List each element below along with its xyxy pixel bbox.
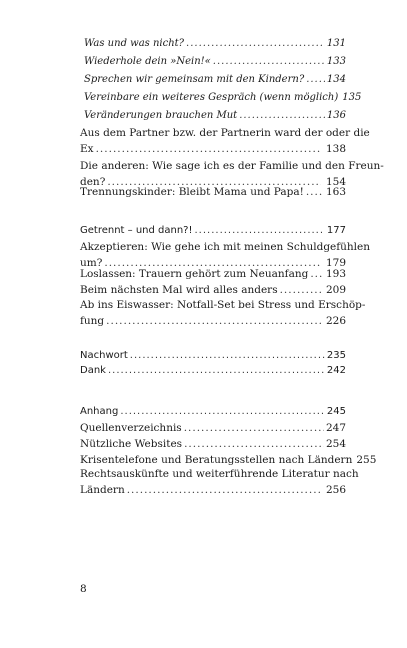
toc-entry-title: Quellenverzeichnis	[80, 422, 182, 434]
toc-entry-title-cont: fung	[80, 315, 105, 327]
toc-entry	[80, 422, 346, 434]
toc-entry-page: 138	[325, 143, 346, 155]
toc-entry-title: Getrennt – und dann?!	[80, 225, 193, 236]
toc-section-heading	[80, 225, 346, 237]
toc-entry-page: 177	[326, 225, 346, 236]
toc-entry-page: 154	[325, 176, 346, 188]
toc-entry-page: 209	[325, 284, 346, 296]
toc-entry-title: Die anderen: Wie sage ich es der Familie und den Freun-	[80, 160, 384, 172]
toc-entry	[80, 284, 346, 296]
toc-section-heading	[80, 350, 346, 362]
toc-entry	[84, 110, 346, 122]
toc-entry-page: 235	[326, 350, 346, 361]
toc-entry	[80, 186, 346, 198]
toc-entry	[80, 438, 346, 450]
toc-entry	[80, 299, 366, 327]
toc-entry-title: Aus dem Partner bzw. der Partnerin ward der oder die	[80, 127, 370, 139]
toc-entry	[80, 454, 377, 466]
page-number: 8	[80, 583, 87, 595]
toc-entry-page: 179	[325, 257, 346, 269]
toc-entry-title: Trennungskinder: Bleibt Mama und Papa!	[80, 186, 304, 198]
toc-entry-page: 245	[326, 406, 346, 417]
toc-entry-page: 133	[326, 56, 346, 67]
toc-entry-title: Veränderungen brauchen Mut	[84, 110, 238, 121]
toc-entry-title-cont: Ex	[80, 143, 94, 155]
toc-entry-page: 242	[326, 365, 346, 376]
toc-entry-page: 135	[342, 92, 362, 103]
toc-entry	[84, 38, 346, 50]
toc-entry-title: Vereinbare ein weiteres Gespräch (wenn möglich)	[84, 92, 339, 103]
toc-entry	[80, 468, 359, 496]
toc-entry-title: Nützliche Websites	[80, 438, 183, 450]
toc-entry-page: 163	[325, 186, 346, 198]
toc-entry	[80, 127, 370, 155]
toc-section-heading	[80, 365, 346, 377]
toc-entry-page: 256	[325, 484, 346, 496]
toc-entry	[84, 74, 346, 86]
toc-entry-page: 134	[326, 74, 346, 85]
toc-entry-title: Wiederhole dein »Nein!«	[84, 56, 211, 67]
toc-entry-page: 136	[326, 110, 346, 121]
toc-entry	[84, 56, 346, 68]
toc-entry-page: 254	[325, 438, 346, 450]
toc-entry-page: 131	[326, 38, 346, 49]
toc-entry	[80, 268, 346, 280]
toc-entry-page: 247	[325, 422, 346, 434]
toc-entry-page: 255	[356, 454, 377, 466]
toc-entry-title: Anhang	[80, 406, 119, 417]
toc-entry	[80, 241, 371, 269]
toc-entry-title: Ab ins Eiswasser: Notfall-Set bei Stress und Erschöp-	[80, 299, 366, 311]
toc-entry-title: Krisentelefone und Beratungsstellen nach Ländern	[80, 454, 353, 466]
toc-entry-title: Rechtsauskünfte und weiterführende Literatur nach	[80, 468, 359, 480]
toc-entry-title: Loslassen: Trauern gehört zum Neuanfang	[80, 268, 309, 280]
toc-entry-title: Was und was nicht?	[84, 38, 185, 49]
toc-entry	[80, 160, 384, 188]
toc-entry-page: 193	[325, 268, 346, 280]
toc-entry-title: Akzeptieren: Wie gehe ich mit meinen Schuldgefühlen	[80, 241, 371, 253]
toc-entry-title: Sprechen wir gemeinsam mit den Kindern?	[84, 74, 305, 85]
toc-entry-title: Nachwort	[80, 350, 128, 361]
toc-entry-title: Beim nächsten Mal wird alles anders	[80, 284, 278, 296]
toc-entry	[84, 92, 362, 104]
toc-entry-title-cont: Ländern	[80, 484, 125, 496]
toc-entry-page: 226	[325, 315, 346, 327]
toc-entry-title: Dank	[80, 365, 106, 376]
toc-entry-title-cont: den?	[80, 176, 106, 188]
toc-entry-title-cont: um?	[80, 257, 103, 269]
toc-section-heading	[80, 406, 346, 418]
